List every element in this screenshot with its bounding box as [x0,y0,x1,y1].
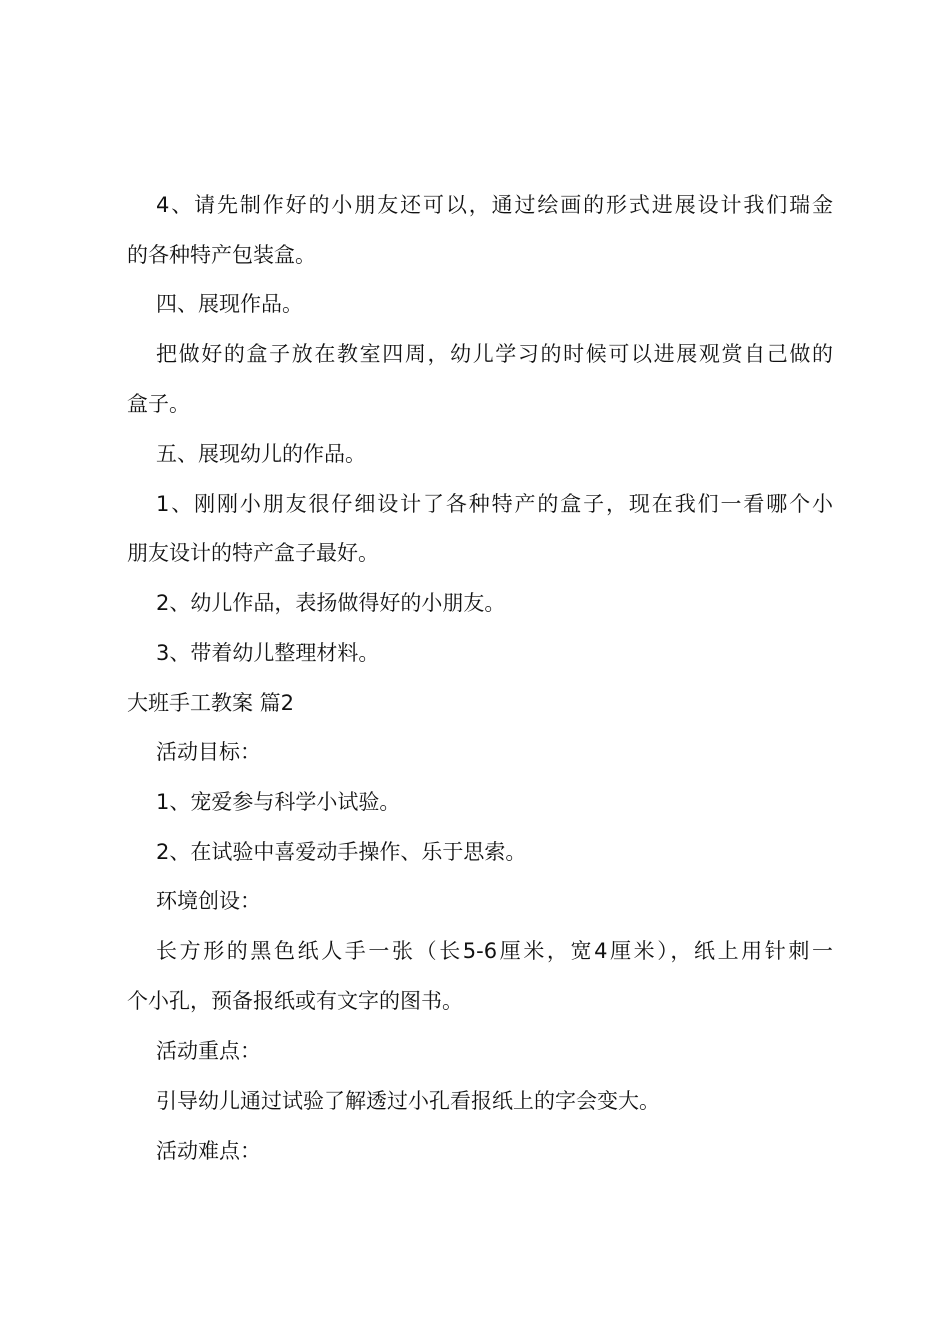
paragraph-line: 的各种特产包装盒。 [127,243,316,267]
paragraph-line: 3、带着幼儿整理材料。 [156,641,380,665]
lesson-title: 大班手工教案 篇2 [127,691,295,715]
paragraph-line: 个小孔，预备报纸或有文字的图书。 [127,989,463,1013]
section-heading: 活动难点： [156,1139,261,1163]
paragraph-line: 引导幼儿通过试验了解透过小孔看报纸上的字会变大。 [156,1089,660,1113]
section-heading: 活动重点： [156,1039,261,1063]
paragraph-line: 长方形的黑色纸人手一张（长5-6厘米，宽4厘米），纸上用针刺一 [156,939,833,963]
section-heading: 环境创设： [156,889,261,913]
paragraph-line: 2、幼儿作品，表扬做得好的小朋友。 [156,591,506,615]
paragraph-line: 1、刚刚小朋友很仔细设计了各种特产的盒子，现在我们一看哪个小 [156,492,833,516]
paragraph-line: 盒子。 [127,392,190,416]
paragraph-line: 2、在试验中喜爱动手操作、乐于思索。 [156,840,527,864]
paragraph-line: 4、请先制作好的小朋友还可以，通过绘画的形式进展设计我们瑞金 [156,193,833,217]
paragraph-line: 朋友设计的特产盒子最好。 [127,541,379,565]
paragraph-line: 1、宠爱参与科学小试验。 [156,790,401,814]
section-heading: 五、展现幼儿的作品。 [156,442,366,466]
paragraph-line: 把做好的盒子放在教室四周，幼儿学习的时候可以进展观赏自己做的 [156,342,833,366]
section-heading: 活动目标： [156,740,261,764]
section-heading: 四、展现作品。 [156,292,303,316]
